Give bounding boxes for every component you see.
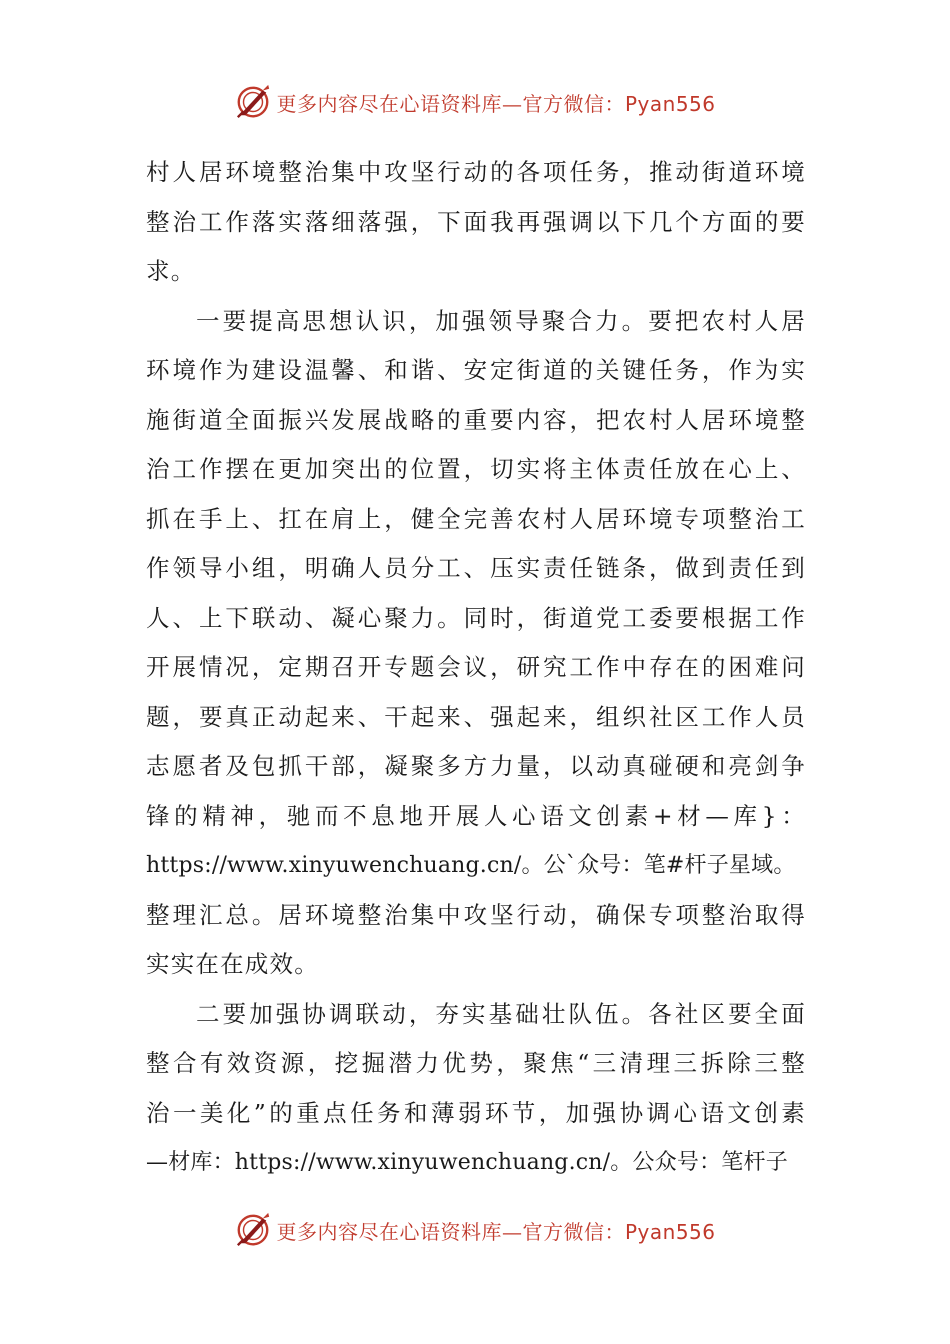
header-banner — [0, 80, 950, 124]
text-line: 村人居环境整治集中攻坚行动的各项任务，推动街道环境 — [146, 158, 806, 186]
document-body — [146, 148, 806, 1188]
text-line: 开展情况，定期召开专题会议，研究工作中存在的困难问 — [146, 653, 806, 681]
text-line: 人、上下联动、凝心聚力。同时，街道党工委要根据工作 — [146, 603, 806, 632]
text-line: 抓在手上、扛在肩上，健全完善农村人居环境专项整治工 — [146, 504, 806, 533]
paragraph-start-line: 一要提高思想认识，加强领导聚合力。要把农村人居 — [196, 306, 806, 335]
footer-brand-text: 更多内容尽在心语资料库—官方微信：Pyan556 — [276, 1219, 716, 1244]
text-line: 求。 — [146, 257, 196, 285]
text-line: 治工作摆在更加突出的位置，切实将主体责任放在心上、 — [146, 455, 806, 483]
text-line: 整理汇总。居环境整治集中攻坚行动，确保专项整治取得 — [146, 900, 806, 929]
text-line-url: —材库：https://www.xinyuwenchuang.cn/。公众号：笔杆子 — [146, 1150, 788, 1175]
text-line-url: https://www.xinyuwenchuang.cn/。公`众号：笔#杆子星域。 — [146, 853, 796, 878]
text-line: 整治工作落实落细落强，下面我再强调以下几个方面的要 — [146, 207, 806, 236]
text-line: 志愿者及包抓干部，凝聚多方力量，以动真碰硬和亮剑争 — [146, 752, 806, 780]
text-line: 整合有效资源，挖掘潜力优势，聚焦“三清理三拆除三整 — [146, 1049, 806, 1077]
text-line: 作领导小组，明确人员分工、压实责任链条，做到责任到 — [146, 554, 806, 582]
footer-banner — [0, 1208, 950, 1252]
quill-logo-icon — [234, 1211, 272, 1249]
text-line: 施街道全面振兴发展战略的重要内容，把农村人居环境整 — [146, 405, 806, 434]
text-line: 治一美化”的重点任务和薄弱环节，加强协调心语文创素 — [146, 1098, 806, 1127]
quill-logo-icon — [234, 83, 272, 121]
paragraph-start-line: 二要加强协调联动，夯实基础壮队伍。各社区要全面 — [196, 999, 806, 1028]
header-brand-text: 更多内容尽在心语资料库—官方微信：Pyan556 — [276, 91, 716, 116]
text-line: 环境作为建设温馨、和谐、安定街道的关键任务，作为实 — [146, 356, 806, 384]
header-wechat-id: Pyan556 — [624, 91, 716, 116]
text-line: 实实在在成效。 — [146, 950, 319, 978]
footer-wechat-id: Pyan556 — [624, 1219, 716, 1244]
text-line: 锋的精神，驰而不息地开展人心语文创素+材—库}： — [146, 801, 806, 830]
text-line: 题，要真正动起来、干起来、强起来，组织社区工作人员 — [146, 702, 806, 731]
